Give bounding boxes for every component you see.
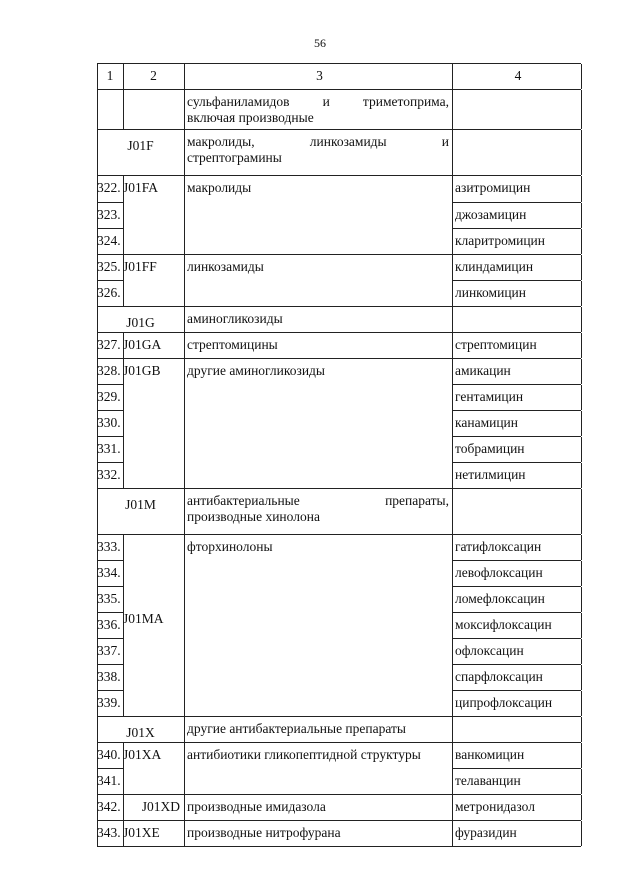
row-number: 324. <box>97 233 121 248</box>
table-row <box>97 664 581 690</box>
atc-code: J01FA <box>123 180 159 195</box>
group-name <box>184 259 452 275</box>
drug-name: моксифлоксацин <box>455 617 552 632</box>
drug-name: офлоксацин <box>455 643 524 658</box>
table-row <box>97 534 581 560</box>
group-name-line: аминогликозиды <box>187 311 283 326</box>
table-row <box>97 129 581 175</box>
table-row <box>97 462 581 488</box>
table-row <box>97 89 581 129</box>
group-name <box>184 94 452 126</box>
atc-code: J01XE <box>123 825 160 840</box>
group-name-line: антибиотики гликопептидной структуры <box>187 747 421 762</box>
drug-name: стрептомицин <box>455 337 537 352</box>
group-name-line: макролиды, линкозамиды и <box>187 134 449 149</box>
row-number: 340. <box>97 747 121 762</box>
table-row <box>97 794 581 820</box>
atc-code: J01G <box>126 315 155 330</box>
group-name-line: производные нитрофурана <box>187 825 341 840</box>
table-row <box>97 612 581 638</box>
row-number: 328. <box>97 363 121 378</box>
drug-name: гатифлоксацин <box>455 539 542 554</box>
group-name-line: производные хинолона <box>187 509 320 524</box>
drug-name: кларитромицин <box>455 233 546 248</box>
atc-code: J01X <box>126 725 155 740</box>
group-name-line: стрептомицины <box>187 337 278 352</box>
table-row <box>97 332 581 358</box>
row-number: 330. <box>97 415 121 430</box>
table-row <box>97 384 581 410</box>
drug-name: нетилмицин <box>455 467 526 482</box>
table-row <box>97 716 581 742</box>
group-name-line: производные имидазола <box>187 799 326 814</box>
group-name <box>184 363 452 379</box>
atc-code: J01XD <box>141 799 180 814</box>
atc-code: J01F <box>127 138 154 153</box>
group-name-line: сульфаниламидов и триметоприма, <box>187 94 449 109</box>
row-number: 334. <box>97 565 121 580</box>
group-name-line: фторхинолоны <box>187 539 273 554</box>
row-number: 335. <box>97 591 121 606</box>
group-name-line: макролиды <box>187 180 252 195</box>
table-row <box>97 175 581 202</box>
table-row <box>97 280 581 306</box>
drug-table <box>97 63 581 847</box>
row-number: 336. <box>97 617 121 632</box>
drug-name: метронидазол <box>455 799 535 814</box>
drug-name: ванкомицин <box>455 747 525 762</box>
group-name <box>184 747 452 763</box>
row-number: 326. <box>97 285 121 300</box>
group-name-line: антибактериальные препараты, <box>187 493 449 508</box>
row-number: 337. <box>97 643 121 658</box>
drug-name: клиндамицин <box>455 259 534 274</box>
row-number: 343. <box>97 825 121 840</box>
group-name <box>184 337 452 353</box>
group-name-line: другие аминогликозиды <box>187 363 325 378</box>
atc-code: J01XA <box>123 747 162 762</box>
drug-name: линкомицин <box>455 285 526 300</box>
group-name <box>184 493 452 525</box>
row-number: 331. <box>97 441 121 456</box>
drug-name: ломефлоксацин <box>455 591 545 606</box>
header-col-2: 2 <box>150 68 157 83</box>
header-col-1: 1 <box>106 68 114 83</box>
group-name <box>184 539 452 555</box>
table-row <box>97 436 581 462</box>
table-row <box>97 306 581 332</box>
atc-code: J01GB <box>123 363 161 378</box>
drug-name: левофлоксацин <box>455 565 543 580</box>
row-number: 323. <box>97 207 121 222</box>
group-name <box>184 721 452 737</box>
drug-name: джозамицин <box>455 207 527 222</box>
group-name-line: другие антибактериальные препараты <box>187 721 406 736</box>
row-number: 325. <box>97 259 121 274</box>
row-number: 338. <box>97 669 121 684</box>
drug-name: фуразидин <box>455 825 517 840</box>
drug-name: канамицин <box>455 415 519 430</box>
table-row <box>97 358 581 384</box>
drug-name: азитромицин <box>455 180 531 195</box>
group-name <box>184 825 452 841</box>
group-name <box>184 180 452 196</box>
row-number: 322. <box>97 180 121 195</box>
table-row <box>97 560 581 586</box>
table-row <box>97 254 581 280</box>
table-row <box>97 820 581 847</box>
table-row <box>97 202 581 228</box>
row-number: 332. <box>97 467 121 482</box>
table-row <box>97 768 581 794</box>
row-number: 342. <box>97 799 121 814</box>
group-name-line: стрептограмины <box>187 150 282 165</box>
drug-name: телаванцин <box>455 773 521 788</box>
row-number: 327. <box>97 337 121 352</box>
drug-name: гентамицин <box>455 389 524 404</box>
group-name <box>184 799 452 815</box>
group-name-line: линкозамиды <box>187 259 264 274</box>
header-col-4: 4 <box>514 68 522 83</box>
drug-name: спарфлоксацин <box>455 669 543 684</box>
row-number: 341. <box>97 773 121 788</box>
drug-name: ципрофлоксацин <box>455 695 553 710</box>
atc-code: J01M <box>125 497 156 512</box>
table-row <box>97 410 581 436</box>
table-row <box>97 586 581 612</box>
drug-name: амикацин <box>455 363 511 378</box>
atc-code: J01MA <box>123 611 164 626</box>
group-name <box>184 311 452 327</box>
table-row <box>97 228 581 254</box>
table-header-row <box>97 63 581 89</box>
row-number: 329. <box>97 389 121 404</box>
group-name-line: включая производные <box>187 110 314 125</box>
row-number: 339. <box>97 695 121 710</box>
group-name <box>184 134 452 166</box>
drug-name: тобрамицин <box>455 441 525 456</box>
table-row <box>97 488 581 534</box>
table-row <box>97 638 581 664</box>
table-row <box>97 690 581 716</box>
atc-code: J01FF <box>123 259 157 274</box>
page-number: 56 <box>314 36 326 50</box>
row-number: 333. <box>97 539 121 554</box>
table-row <box>97 742 581 768</box>
header-col-3: 3 <box>316 68 323 83</box>
atc-code: J01GA <box>123 337 162 352</box>
